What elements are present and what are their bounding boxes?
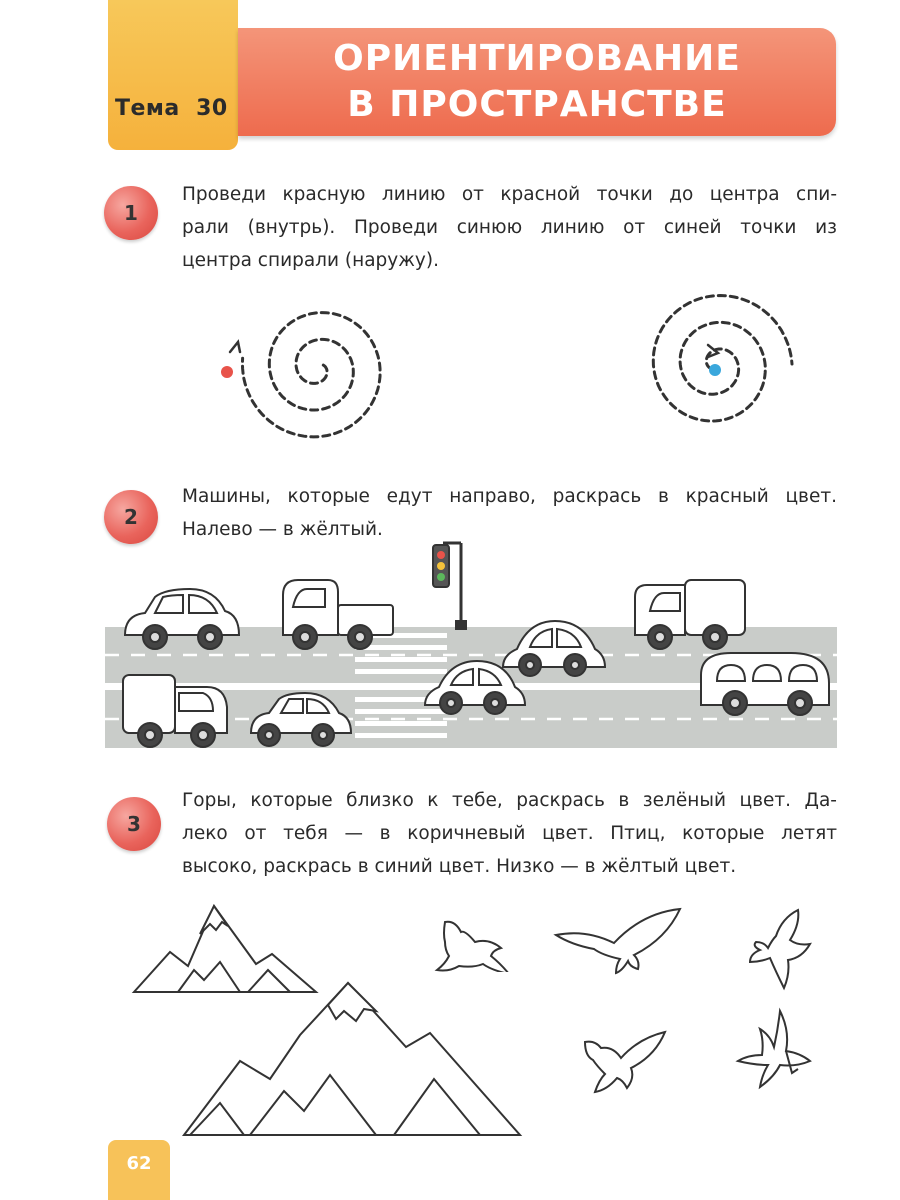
task-1-line-3: центра спирали (наружу).: [182, 250, 439, 271]
task-1-line-1: Проведи красную линию от красной точки до центра спи-: [182, 184, 837, 205]
task-3-text: [182, 784, 837, 883]
road-scene: [105, 535, 837, 750]
bus: [701, 653, 829, 715]
bird: [730, 1005, 830, 1095]
bird: [728, 908, 828, 998]
title-line-2: В ПРОСТРАНСТВЕ: [347, 84, 727, 125]
traffic-light: [433, 543, 466, 629]
topic-tab: [108, 0, 238, 150]
task-1-text: [182, 178, 837, 277]
bird: [552, 905, 687, 980]
mountains-near: [180, 975, 525, 1140]
task-number-badge: 1: [104, 186, 158, 240]
bird: [575, 1028, 675, 1103]
task-number-badge: 3: [107, 797, 161, 851]
topic-label: Тема 30: [115, 96, 228, 121]
task-2-line-1: Машины, которые едут направо, раскрась в красный цвет.: [182, 486, 837, 507]
red-dot[interactable]: [221, 366, 233, 378]
blue-dot[interactable]: [709, 364, 721, 376]
task-3-line-3: высоко, раскрась в синий цвет. Низко — в жёлтый цвет.: [182, 856, 737, 877]
task-2-line-2: Налево — в жёлтый.: [182, 519, 383, 540]
title-line-1: ОРИЕНТИРОВАНИЕ: [333, 38, 741, 79]
bird: [425, 912, 525, 972]
page-number: 62: [126, 1153, 152, 1174]
spiral-left: [200, 290, 400, 440]
task-3-line-1: Горы, которые близко к тебе, раскрась в зелёный цвет. Да-: [182, 790, 837, 811]
spiral-right: [610, 285, 810, 435]
task-3-line-2: леко от тебя — в коричневый цвет. Птиц, которые летят: [182, 823, 837, 844]
page-title: [238, 36, 836, 128]
task-1-line-2: рали (внутрь). Проведи синюю линию от синей точки из: [182, 217, 837, 238]
task-number-badge: 2: [104, 490, 158, 544]
